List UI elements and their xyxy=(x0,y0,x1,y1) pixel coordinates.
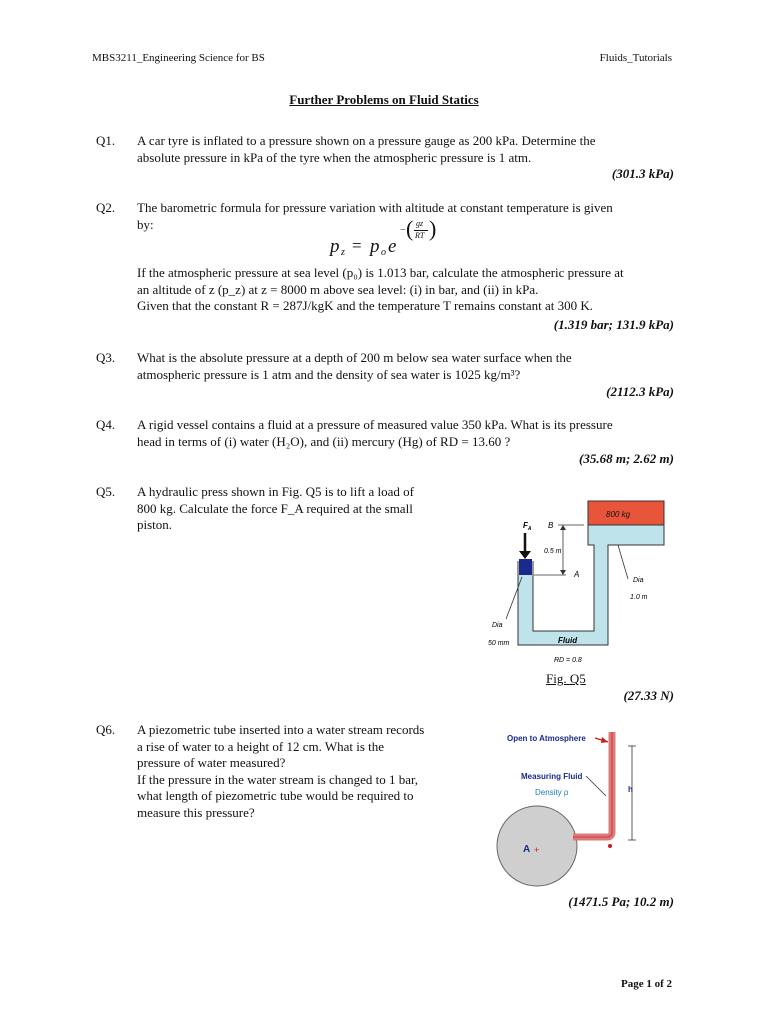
q3-answer: (2112.3 kPa) xyxy=(606,384,674,399)
q3-number: Q3. xyxy=(96,350,116,365)
pressure-point xyxy=(608,844,612,848)
q5-line3: piston. xyxy=(137,517,173,532)
barometric-formula xyxy=(330,216,450,260)
page-number: Page 1 of 2 xyxy=(620,978,672,990)
page-title: Further Problems on Fluid Statics xyxy=(289,92,479,107)
hydraulic-press-figure xyxy=(478,495,678,670)
q4-line2: head in terms of (i) water (H₂O), and (ii) mercury (Hg) of RD = 13.60 ? xyxy=(137,433,511,449)
formula-denominator: RT xyxy=(415,231,425,240)
q5-line2: 800 kg. Calculate the force F_A required at the small xyxy=(137,500,413,516)
fluid-leader xyxy=(586,776,606,796)
q1-number: Q1. xyxy=(96,133,116,148)
q6-line5: what length of piezometric tube would be required to xyxy=(137,788,414,803)
formula-paren-right: ) xyxy=(429,216,437,241)
q6-line6: measure this pressure? xyxy=(137,804,255,820)
q2-line1: The barometric formula for pressure variation with altitude at constant temperature is given xyxy=(137,200,613,215)
dia-left-label: Dia xyxy=(492,622,503,629)
fluid-body xyxy=(518,525,664,645)
q3-line2: atmospheric pressure is 1 atm and the density of sea water is 1025 kg/m³? xyxy=(137,366,521,382)
formula-p: p xyxy=(370,236,380,257)
q5-answer: (27.33 N) xyxy=(623,688,674,703)
q1-text xyxy=(137,133,675,166)
load-label: 800 kg xyxy=(606,510,631,519)
formula-minus: − xyxy=(400,225,406,236)
dim-arrow-top xyxy=(560,525,566,530)
q2-answer: (1.319 bar; 131.9 kPa) xyxy=(553,317,674,332)
q6-answer: (1471.5 Pa; 10.2 m) xyxy=(568,894,674,909)
q6-line3: pressure of water measured? xyxy=(137,755,286,770)
formula-lhs-sub: z xyxy=(341,247,345,258)
open-arrow-head xyxy=(601,737,608,743)
fluid-label: Fluid xyxy=(558,636,578,645)
q4-answer: (35.68 m; 2.62 m) xyxy=(579,451,674,466)
formula-numerator: gz xyxy=(416,219,424,228)
q2-text-cont xyxy=(137,265,675,315)
formula-paren-left: ( xyxy=(406,216,414,241)
dia-right-value: 1.0 m xyxy=(630,594,648,601)
density-label: Density ρ xyxy=(535,788,569,797)
q6-line2: a rise of water to a height of 12 cm. What is the xyxy=(137,738,385,754)
point-a-label: A xyxy=(523,844,531,855)
dim-arrow-bottom xyxy=(560,570,566,575)
q1-line2: absolute pressure in kPa of the tyre when the atmospheric pressure is 1 atm. xyxy=(137,149,532,165)
q5-text xyxy=(137,484,451,534)
force-arrow-head xyxy=(519,551,531,559)
course-header: MBS3211_Engineering Science for BS xyxy=(92,52,265,64)
section-header: Fluids_Tutorials xyxy=(599,52,672,64)
q2-number: Q2. xyxy=(96,200,116,215)
q6-number: Q6. xyxy=(96,722,116,737)
height-label: 0.5 m xyxy=(544,548,562,555)
small-piston xyxy=(519,559,532,575)
q2-line2: by: xyxy=(137,216,154,232)
rd-label: RD = 0.8 xyxy=(554,657,582,664)
dia-right-leader xyxy=(618,545,628,579)
measuring-fluid-label: Measuring Fluid xyxy=(521,772,583,781)
piezometer-figure xyxy=(495,722,675,892)
q2-line5: Given that the constant R = 287J/kgK and the temperature T remains constant at 300 K. xyxy=(137,298,593,313)
formula-e: e xyxy=(388,236,397,257)
q6-line1: A piezometric tube inserted into a water stream records xyxy=(137,722,425,737)
point-a-label: A xyxy=(574,570,580,579)
dia-left-value: 50 mm xyxy=(488,640,510,647)
point-a-marker: + xyxy=(534,845,540,855)
point-b-label: B xyxy=(548,521,554,530)
force-label: $F_A$ xyxy=(523,521,532,532)
q1-answer: (301.3 kPa) xyxy=(611,166,674,181)
dia-right-label: Dia xyxy=(633,577,644,584)
q5-number: Q5. xyxy=(96,484,116,499)
piezometer-tube xyxy=(573,732,612,837)
formula-p-sub: o xyxy=(381,247,386,258)
q3-line1: What is the absolute pressure at a depth of 200 m below sea water surface when the xyxy=(137,350,572,365)
q4-number: Q4. xyxy=(96,417,116,432)
tube-edge xyxy=(573,732,612,837)
q1-line1: A car tyre is inflated to a pressure shown on a pressure gauge as 200 kPa. Determine the xyxy=(137,133,596,148)
formula-lhs: p xyxy=(330,236,340,257)
h-label: h xyxy=(628,785,633,794)
q2-line4: an altitude of z (p_z) at z = 8000 m above sea level: (i) in bar, and (ii) in kPa. xyxy=(137,281,539,297)
fig-q5-caption: Fig. Q5 xyxy=(546,671,586,686)
formula-equals: = xyxy=(352,236,362,255)
q2-line3: If the atmospheric pressure at sea level (p₀) is 1.013 bar, calculate the atmospheric pressure at xyxy=(137,265,624,280)
open-atmosphere-label: Open to Atmosphere xyxy=(507,734,586,743)
q6-text xyxy=(137,722,451,821)
q5-line1: A hydraulic press shown in Fig. Q5 is to lift a load of xyxy=(137,484,414,499)
q4-line1: A rigid vessel contains a fluid at a pressure of measured value 350 kPa. What is its pressure xyxy=(137,417,613,432)
q3-text xyxy=(137,350,675,383)
q4-text xyxy=(137,417,675,450)
q6-line4: If the pressure in the water stream is changed to 1 bar, xyxy=(137,771,419,787)
